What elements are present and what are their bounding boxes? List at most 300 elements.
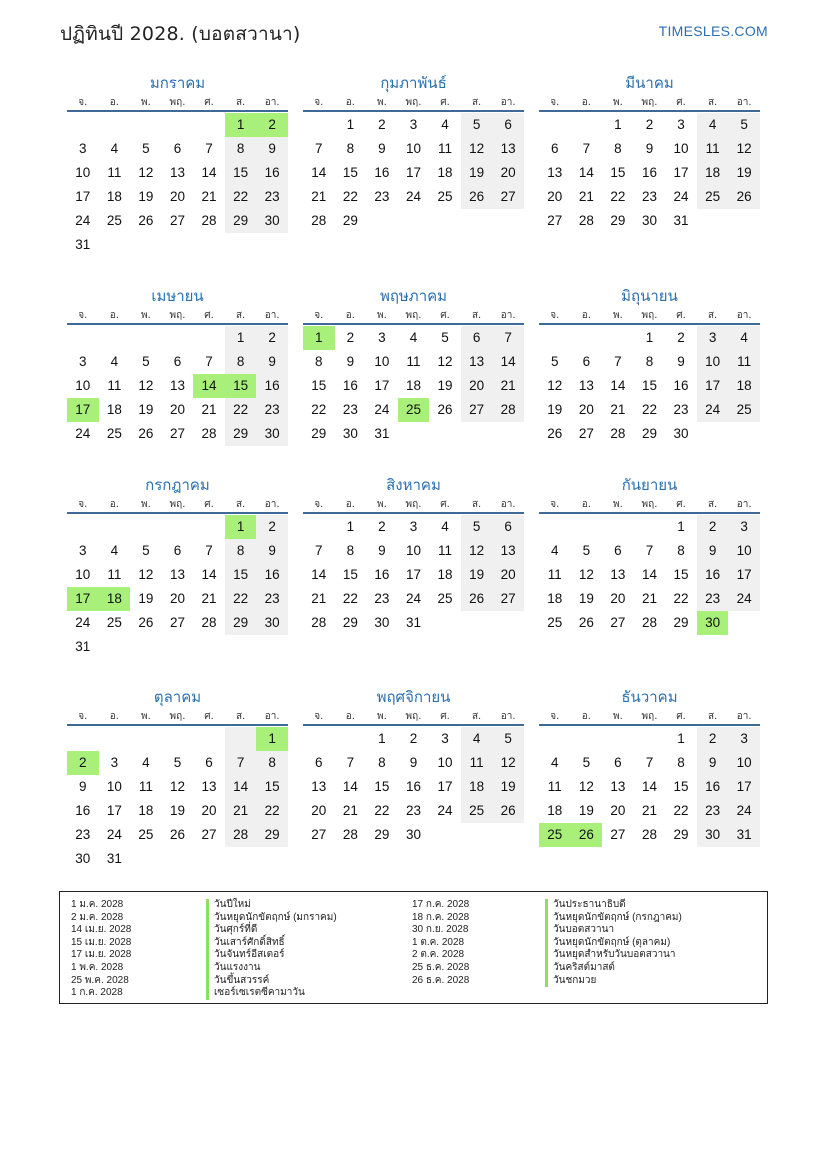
day-cell: 5 bbox=[582, 543, 591, 558]
day-cell: 9 bbox=[256, 539, 288, 563]
empty-cell bbox=[634, 727, 666, 751]
day-cell: 28 bbox=[201, 426, 217, 441]
legend-names-right bbox=[545, 899, 682, 987]
month-block bbox=[303, 285, 524, 446]
day-cell: 23 bbox=[256, 398, 288, 422]
empty-cell bbox=[130, 326, 162, 350]
empty-cell bbox=[539, 113, 571, 137]
day-cell: 10 bbox=[75, 378, 91, 393]
weekday-label: อา. bbox=[736, 499, 752, 510]
month-name: กุมภาพันธ์ bbox=[380, 74, 447, 92]
weekday-label: พ. bbox=[141, 97, 151, 108]
empty-cell bbox=[602, 326, 634, 350]
day-cell: 28 bbox=[578, 213, 594, 228]
day-grid bbox=[539, 113, 760, 233]
day-cell: 7 bbox=[225, 751, 257, 775]
day-cell: 10 bbox=[728, 751, 760, 775]
legend-holiday-name: วันหยุดนักขัตฤกษ์ (มกราคม) bbox=[206, 912, 337, 925]
day-cell: 7 bbox=[492, 326, 524, 350]
day-grid bbox=[303, 326, 524, 446]
legend-holiday-name: วันปีใหม่ bbox=[206, 899, 337, 912]
day-cell: 28 bbox=[342, 827, 358, 842]
day-cell: 26 bbox=[547, 426, 563, 441]
day-cell: 27 bbox=[492, 185, 524, 209]
empty-cell bbox=[225, 727, 257, 751]
day-cell: 19 bbox=[138, 591, 154, 606]
day-cell: 12 bbox=[728, 137, 760, 161]
day-cell: 25 bbox=[106, 213, 122, 228]
day-cell: 23 bbox=[374, 189, 390, 204]
day-cell: 2 bbox=[256, 515, 288, 539]
weekday-label: พ. bbox=[377, 499, 387, 510]
day-cell: 26 bbox=[492, 799, 524, 823]
day-cell: 8 bbox=[346, 141, 355, 156]
weekday-label: ศ. bbox=[204, 499, 214, 510]
day-cell: 20 bbox=[610, 803, 626, 818]
day-cell: 13 bbox=[169, 378, 185, 393]
day-cell: 17 bbox=[75, 189, 91, 204]
day-cell: 31 bbox=[106, 851, 122, 866]
legend-names-left bbox=[206, 899, 337, 1000]
weekday-label: พฤ. bbox=[641, 310, 658, 321]
weekday-header bbox=[539, 94, 760, 112]
brand-link[interactable]: TIMESLES.COM bbox=[658, 23, 768, 39]
day-cell: 1 bbox=[677, 519, 685, 534]
empty-cell bbox=[162, 515, 194, 539]
month-block bbox=[67, 474, 288, 659]
empty-cell bbox=[634, 515, 666, 539]
legend-date: 2 ม.ค. 2028 bbox=[71, 911, 124, 923]
day-cell: 22 bbox=[342, 189, 358, 204]
day-cell: 7 bbox=[205, 543, 213, 558]
empty-cell bbox=[602, 727, 634, 751]
day-cell: 8 bbox=[614, 141, 622, 156]
empty-cell bbox=[99, 727, 131, 751]
day-cell: 18 bbox=[106, 402, 122, 417]
day-cell: 4 bbox=[697, 113, 729, 137]
day-cell: 7 bbox=[346, 755, 355, 770]
day-cell: 24 bbox=[106, 827, 122, 842]
holiday-day: 25 bbox=[539, 823, 571, 847]
empty-cell bbox=[67, 515, 99, 539]
day-cell: 13 bbox=[547, 165, 563, 180]
day-cell: 5 bbox=[441, 330, 449, 345]
day-cell: 4 bbox=[728, 326, 760, 350]
day-cell: 24 bbox=[374, 402, 390, 417]
page-title: ปฏิทินปี 2028. (บอตสวานา) bbox=[60, 23, 301, 45]
day-cell: 29 bbox=[610, 213, 626, 228]
legend-date: 1 ต.ค. 2028 bbox=[412, 936, 465, 948]
holiday-day: 1 bbox=[225, 515, 257, 539]
day-cell: 31 bbox=[374, 426, 390, 441]
day-cell: 21 bbox=[311, 189, 327, 204]
day-cell: 20 bbox=[547, 189, 563, 204]
day-cell: 4 bbox=[461, 727, 493, 751]
day-cell: 25 bbox=[728, 398, 760, 422]
day-cell: 29 bbox=[673, 827, 689, 842]
day-cell: 10 bbox=[75, 567, 91, 582]
day-cell: 9 bbox=[677, 354, 685, 369]
weekday-label: จ. bbox=[78, 711, 88, 722]
legend-date: 1 ก.ค. 2028 bbox=[71, 987, 123, 999]
empty-cell bbox=[130, 113, 162, 137]
day-cell: 29 bbox=[374, 827, 390, 842]
weekday-label: พฤ. bbox=[169, 97, 186, 108]
day-cell: 28 bbox=[492, 398, 524, 422]
day-grid bbox=[67, 326, 288, 446]
weekday-label: พฤ. bbox=[169, 711, 186, 722]
day-cell: 11 bbox=[406, 354, 421, 369]
day-cell: 13 bbox=[169, 165, 185, 180]
empty-cell bbox=[571, 515, 603, 539]
day-cell: 29 bbox=[225, 209, 257, 233]
day-cell: 14 bbox=[311, 165, 327, 180]
day-cell: 4 bbox=[551, 755, 559, 770]
day-cell: 1 bbox=[346, 519, 355, 534]
day-cell: 26 bbox=[437, 402, 453, 417]
day-cell: 30 bbox=[405, 827, 421, 842]
month-name: ธันวาคม bbox=[621, 688, 678, 706]
weekday-label: จ. bbox=[314, 310, 324, 321]
holiday-day: 25 bbox=[398, 398, 430, 422]
weekday-label: ศ. bbox=[204, 97, 214, 108]
empty-cell bbox=[193, 113, 225, 137]
day-cell: 26 bbox=[138, 213, 154, 228]
day-cell: 5 bbox=[142, 141, 150, 156]
weekday-label: ศ. bbox=[440, 499, 450, 510]
weekday-label: พฤ. bbox=[641, 499, 658, 510]
legend-date: 14 เม.ย. 2028 bbox=[71, 924, 132, 936]
legend-date: 18 ก.ค. 2028 bbox=[412, 911, 470, 923]
day-cell: 8 bbox=[645, 354, 654, 369]
day-cell: 28 bbox=[311, 213, 327, 228]
day-cell: 31 bbox=[405, 615, 421, 630]
weekday-label: พฤ. bbox=[169, 310, 186, 321]
day-cell: 5 bbox=[492, 727, 524, 751]
day-cell: 28 bbox=[225, 823, 257, 847]
weekday-label: พ. bbox=[613, 310, 623, 321]
day-cell: 29 bbox=[225, 611, 257, 635]
day-cell: 20 bbox=[492, 563, 524, 587]
day-cell: 2 bbox=[677, 330, 685, 345]
day-cell: 16 bbox=[673, 378, 689, 393]
day-cell: 22 bbox=[673, 591, 689, 606]
day-cell: 30 bbox=[673, 426, 689, 441]
day-cell: 13 bbox=[610, 779, 626, 794]
legend-date: 25 ธ.ค. 2028 bbox=[412, 961, 470, 973]
day-cell: 18 bbox=[437, 567, 453, 582]
weekday-label: พ. bbox=[377, 310, 387, 321]
day-cell: 15 bbox=[342, 165, 358, 180]
day-cell: 9 bbox=[256, 137, 288, 161]
weekday-label: ส. bbox=[471, 97, 482, 108]
month-block bbox=[539, 285, 760, 446]
day-cell: 6 bbox=[614, 543, 622, 558]
legend-holiday-name: วันคริสต์มาสต์ bbox=[545, 962, 682, 975]
day-cell: 10 bbox=[405, 543, 421, 558]
day-cell: 25 bbox=[697, 185, 729, 209]
day-cell: 3 bbox=[79, 141, 87, 156]
day-cell: 12 bbox=[169, 779, 185, 794]
day-cell: 8 bbox=[256, 751, 288, 775]
weekday-label: พฤ. bbox=[405, 499, 422, 510]
weekday-label: ส. bbox=[471, 499, 482, 510]
weekday-label: ส. bbox=[471, 310, 482, 321]
empty-cell bbox=[571, 727, 603, 751]
day-cell: 7 bbox=[645, 543, 654, 558]
weekday-header bbox=[539, 708, 760, 726]
day-cell: 24 bbox=[697, 398, 729, 422]
weekday-label: จ. bbox=[78, 97, 88, 108]
legend-holiday-name: วันหยุดนักขัตฤกษ์ (กรกฎาคม) bbox=[545, 912, 682, 925]
weekday-label: ศ. bbox=[676, 499, 686, 510]
day-cell: 26 bbox=[461, 587, 493, 611]
weekday-label: อ. bbox=[581, 499, 591, 510]
legend-holiday-name: วันจันทร์อีสเตอร์ bbox=[206, 949, 337, 962]
month-block bbox=[303, 72, 524, 233]
weekday-header bbox=[67, 496, 288, 514]
day-grid bbox=[67, 727, 288, 871]
empty-cell bbox=[99, 515, 131, 539]
weekday-label: พฤ. bbox=[641, 711, 658, 722]
day-cell: 6 bbox=[205, 755, 213, 770]
month-name: กรกฎาคม bbox=[145, 476, 210, 494]
weekday-label: อ. bbox=[109, 310, 119, 321]
weekday-label: ส. bbox=[471, 711, 482, 722]
day-cell: 26 bbox=[169, 827, 185, 842]
day-cell: 6 bbox=[492, 113, 524, 137]
legend-holiday-name: วันขึ้นสวรรค์ bbox=[206, 975, 337, 988]
weekday-header bbox=[539, 496, 760, 514]
weekday-label: พ. bbox=[141, 711, 151, 722]
day-cell: 5 bbox=[142, 354, 150, 369]
weekday-label: พฤ. bbox=[405, 310, 422, 321]
holiday-day: 17 bbox=[67, 587, 99, 611]
day-cell: 21 bbox=[201, 189, 217, 204]
day-cell: 29 bbox=[641, 426, 657, 441]
day-cell: 18 bbox=[461, 775, 493, 799]
day-cell: 15 bbox=[673, 779, 689, 794]
day-cell: 29 bbox=[311, 426, 327, 441]
legend-holiday-name: วันบอตสวานา bbox=[545, 924, 682, 937]
day-cell: 8 bbox=[378, 755, 386, 770]
day-cell: 13 bbox=[492, 137, 524, 161]
day-cell: 11 bbox=[728, 350, 760, 374]
empty-cell bbox=[303, 727, 335, 751]
day-cell: 19 bbox=[461, 563, 493, 587]
weekday-label: ศ. bbox=[440, 310, 450, 321]
day-cell: 6 bbox=[173, 354, 182, 369]
day-cell: 15 bbox=[374, 779, 390, 794]
month-name: พฤษภาคม bbox=[379, 287, 448, 305]
empty-cell bbox=[162, 326, 194, 350]
day-cell: 22 bbox=[610, 189, 626, 204]
day-cell: 10 bbox=[728, 539, 760, 563]
day-cell: 31 bbox=[673, 213, 689, 228]
weekday-header bbox=[303, 94, 524, 112]
day-cell: 23 bbox=[256, 185, 288, 209]
day-grid bbox=[539, 515, 760, 635]
weekday-label: พฤ. bbox=[405, 711, 422, 722]
day-cell: 30 bbox=[256, 209, 288, 233]
weekday-label: พฤ. bbox=[641, 97, 658, 108]
day-cell: 25 bbox=[106, 615, 122, 630]
day-cell: 5 bbox=[173, 755, 182, 770]
day-cell: 18 bbox=[437, 165, 453, 180]
day-cell: 1 bbox=[614, 117, 622, 132]
day-cell: 2 bbox=[346, 330, 355, 345]
day-cell: 27 bbox=[610, 827, 626, 842]
day-cell: 22 bbox=[641, 402, 657, 417]
weekday-header bbox=[303, 307, 524, 325]
day-cell: 11 bbox=[461, 751, 493, 775]
day-cell: 14 bbox=[578, 165, 594, 180]
weekday-label: จ. bbox=[314, 97, 324, 108]
empty-cell bbox=[99, 326, 131, 350]
day-cell: 4 bbox=[441, 117, 449, 132]
day-cell: 31 bbox=[728, 823, 760, 847]
day-cell: 6 bbox=[315, 755, 323, 770]
day-cell: 5 bbox=[461, 515, 493, 539]
day-cell: 21 bbox=[201, 591, 217, 606]
day-cell: 25 bbox=[138, 827, 154, 842]
day-cell: 30 bbox=[374, 615, 390, 630]
empty-cell bbox=[193, 515, 225, 539]
empty-cell bbox=[571, 326, 603, 350]
day-cell: 26 bbox=[461, 185, 493, 209]
day-cell: 14 bbox=[311, 567, 327, 582]
day-cell: 14 bbox=[201, 165, 217, 180]
day-cell: 13 bbox=[610, 567, 626, 582]
month-block bbox=[303, 686, 524, 847]
day-cell: 27 bbox=[311, 827, 327, 842]
day-cell: 24 bbox=[728, 587, 760, 611]
day-cell: 30 bbox=[256, 422, 288, 446]
day-cell: 4 bbox=[110, 141, 119, 156]
day-cell: 15 bbox=[641, 378, 657, 393]
day-cell: 29 bbox=[256, 823, 288, 847]
day-cell: 13 bbox=[578, 378, 594, 393]
legend-holiday-name: วันเสาร์ศักดิ์สิทธิ์ bbox=[206, 937, 337, 950]
day-cell: 22 bbox=[256, 799, 288, 823]
day-cell: 5 bbox=[582, 755, 591, 770]
day-cell: 9 bbox=[409, 755, 418, 770]
empty-cell bbox=[539, 727, 571, 751]
legend-date: 17 เม.ย. 2028 bbox=[71, 949, 132, 961]
weekday-label: อา. bbox=[736, 310, 752, 321]
day-cell: 3 bbox=[728, 515, 760, 539]
empty-cell bbox=[67, 326, 99, 350]
day-cell: 9 bbox=[79, 779, 87, 794]
day-cell: 7 bbox=[205, 141, 213, 156]
day-cell: 12 bbox=[492, 751, 524, 775]
day-cell: 17 bbox=[728, 775, 760, 799]
day-cell: 1 bbox=[346, 117, 355, 132]
weekday-label: อ. bbox=[345, 711, 355, 722]
day-cell: 17 bbox=[106, 803, 122, 818]
day-cell: 10 bbox=[405, 141, 421, 156]
day-cell: 25 bbox=[461, 799, 493, 823]
day-cell: 18 bbox=[138, 803, 154, 818]
day-cell: 18 bbox=[106, 189, 122, 204]
weekday-label: อา. bbox=[500, 97, 516, 108]
day-cell: 15 bbox=[256, 775, 288, 799]
day-cell: 9 bbox=[697, 751, 729, 775]
day-cell: 7 bbox=[315, 141, 323, 156]
month-name: เมษายน bbox=[151, 287, 204, 305]
day-cell: 21 bbox=[641, 803, 657, 818]
day-cell: 5 bbox=[142, 543, 150, 558]
weekday-label: อ. bbox=[109, 97, 119, 108]
day-cell: 28 bbox=[641, 827, 657, 842]
day-cell: 30 bbox=[697, 823, 729, 847]
weekday-label: ส. bbox=[707, 97, 718, 108]
day-cell: 20 bbox=[311, 803, 327, 818]
day-cell: 19 bbox=[492, 775, 524, 799]
weekday-label: พ. bbox=[141, 499, 151, 510]
weekday-label: ศ. bbox=[204, 310, 214, 321]
month-block bbox=[67, 686, 288, 871]
day-cell: 12 bbox=[461, 137, 493, 161]
day-cell: 8 bbox=[677, 543, 685, 558]
weekday-label: ส. bbox=[235, 499, 246, 510]
day-cell: 11 bbox=[138, 779, 153, 794]
weekday-label: อ. bbox=[581, 711, 591, 722]
month-block bbox=[539, 474, 760, 635]
empty-cell bbox=[571, 113, 603, 137]
day-cell: 4 bbox=[110, 543, 119, 558]
day-grid bbox=[303, 113, 524, 233]
day-cell: 25 bbox=[437, 591, 453, 606]
empty-cell bbox=[67, 727, 99, 751]
day-cell: 28 bbox=[641, 615, 657, 630]
weekday-label: จ. bbox=[550, 310, 560, 321]
day-cell: 21 bbox=[225, 799, 257, 823]
legend-date: 1 ม.ค. 2028 bbox=[71, 899, 124, 910]
day-cell: 23 bbox=[342, 402, 358, 417]
holiday-legend bbox=[59, 891, 768, 1004]
day-cell: 22 bbox=[374, 803, 390, 818]
day-cell: 21 bbox=[641, 591, 657, 606]
legend-date: 26 ธ.ค. 2028 bbox=[412, 974, 470, 986]
empty-cell bbox=[130, 515, 162, 539]
day-cell: 5 bbox=[551, 354, 559, 369]
weekday-header bbox=[303, 708, 524, 726]
day-cell: 12 bbox=[461, 539, 493, 563]
day-cell: 3 bbox=[378, 330, 386, 345]
day-cell: 11 bbox=[107, 378, 122, 393]
weekday-label: ส. bbox=[235, 97, 246, 108]
day-cell: 9 bbox=[256, 350, 288, 374]
day-cell: 14 bbox=[201, 567, 217, 582]
day-cell: 19 bbox=[578, 591, 594, 606]
day-cell: 1 bbox=[645, 330, 654, 345]
weekday-label: จ. bbox=[78, 310, 88, 321]
day-cell: 4 bbox=[551, 543, 559, 558]
empty-cell bbox=[303, 515, 335, 539]
legend-holiday-name: วันแรงงาน bbox=[206, 962, 337, 975]
weekday-label: พ. bbox=[613, 499, 623, 510]
day-cell: 12 bbox=[437, 354, 453, 369]
day-cell: 11 bbox=[547, 567, 562, 582]
day-cell: 10 bbox=[106, 779, 122, 794]
legend-dates-right bbox=[412, 899, 469, 987]
day-cell: 16 bbox=[641, 165, 657, 180]
day-cell: 23 bbox=[697, 799, 729, 823]
day-cell: 19 bbox=[437, 378, 453, 393]
day-cell: 18 bbox=[547, 803, 563, 818]
weekday-label: อา. bbox=[500, 711, 516, 722]
